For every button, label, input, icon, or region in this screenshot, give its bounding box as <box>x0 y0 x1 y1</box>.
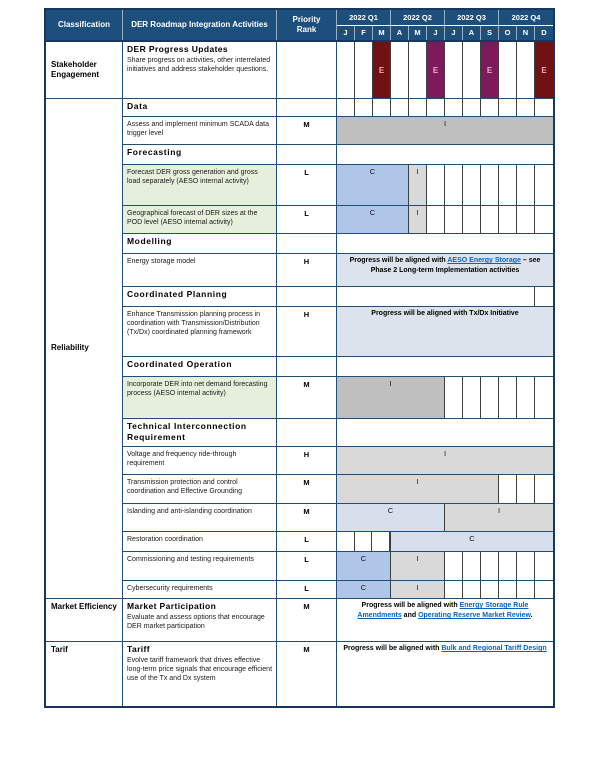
timeline-cell <box>337 377 553 418</box>
month-cell <box>373 99 391 116</box>
gantt-bar: I <box>337 117 553 144</box>
activity-title: Coordinated Planning <box>127 289 228 299</box>
timeline-cell <box>337 287 553 306</box>
gantt-bar: I <box>337 377 445 418</box>
activity-cell <box>123 532 277 551</box>
priority-cell: L <box>277 206 337 233</box>
priority-cell <box>277 99 337 116</box>
priority-cell: L <box>277 552 337 580</box>
month-cell <box>481 206 499 233</box>
classification-label: Market Efficiency <box>51 602 117 611</box>
hyperlink[interactable]: Bulk and Regional Tariff Design <box>441 645 547 652</box>
month-cell <box>355 532 373 551</box>
table-header <box>46 10 553 42</box>
month-cell <box>517 475 535 503</box>
month-header: J <box>337 26 355 41</box>
timeline-cell <box>337 581 553 598</box>
section-row <box>123 287 553 307</box>
timeline-cell <box>337 307 553 356</box>
classification-label: Tarif <box>51 645 68 654</box>
month-cell <box>463 206 481 233</box>
month-cell <box>355 99 373 116</box>
activity-description: Geographical forecast of DER sizes at the POD level (AESO internal activity) <box>127 210 258 227</box>
activity-description: Energy storage model <box>127 258 196 265</box>
activity-row <box>123 254 553 287</box>
timeline-cell <box>337 447 553 474</box>
activity-row <box>123 581 553 599</box>
month-cells-segment <box>337 99 553 116</box>
month-cell <box>445 552 463 580</box>
priority-cell: M <box>277 599 337 641</box>
section-row <box>123 145 553 165</box>
month-header: O <box>499 26 517 41</box>
activity-row <box>123 206 553 234</box>
month-cell <box>535 206 553 233</box>
activity-cell <box>123 642 277 706</box>
quarter-header: 2022 Q1 <box>337 10 391 25</box>
priority-cell: M <box>277 475 337 503</box>
activity-description: Voltage and frequency ride-through requirement <box>127 451 237 468</box>
quarter-header: 2022 Q4 <box>499 10 553 25</box>
month-cell <box>463 165 481 205</box>
activity-row <box>123 447 553 475</box>
month-cells-segment <box>499 475 553 503</box>
month-cell <box>481 165 499 205</box>
month-header: J <box>445 26 463 41</box>
section-row <box>123 234 553 254</box>
hyperlink[interactable]: Energy Storage Rule Amendments <box>357 602 529 620</box>
month-cell <box>427 206 445 233</box>
activity-title: Technical Interconnection Requirement <box>127 421 247 442</box>
activity-cell <box>123 287 277 306</box>
activity-row <box>123 532 553 552</box>
month-cell <box>391 99 409 116</box>
activity-cell <box>123 145 277 164</box>
activity-description: Share progress on activities, other interrelated initiatives and address stakeholder questions. <box>127 56 271 73</box>
month-cell <box>499 42 517 98</box>
month-cell <box>517 581 535 598</box>
priority-cell <box>277 357 337 376</box>
priority-cell <box>277 287 337 306</box>
gantt-bar: C <box>337 504 445 531</box>
priority-cell: M <box>277 117 337 144</box>
month-cells-segment <box>445 581 553 598</box>
month-cell <box>535 377 553 418</box>
month-cell <box>481 377 499 418</box>
priority-cell <box>277 145 337 164</box>
gantt-bar: C <box>337 206 409 233</box>
activity-cell <box>123 447 277 474</box>
activity-cell <box>123 307 277 356</box>
activity-cell <box>123 357 277 376</box>
month-cell <box>337 532 355 551</box>
month-cell <box>355 42 373 98</box>
gantt-bar: C <box>337 165 409 205</box>
gantt-bar <box>337 287 535 306</box>
month-cell <box>445 165 463 205</box>
gantt-bar <box>337 419 553 446</box>
gantt-bar: C <box>337 581 391 598</box>
classification-cell <box>46 42 123 99</box>
quarter-header: 2022 Q2 <box>391 10 445 25</box>
priority-cell: L <box>277 165 337 205</box>
activity-cell <box>123 377 277 418</box>
section-row <box>123 99 553 117</box>
activity-title: Tariff <box>127 644 151 654</box>
month-cell <box>481 99 499 116</box>
activity-title: DER Progress Updates <box>127 44 229 54</box>
activity-title: Coordinated Operation <box>127 359 233 369</box>
classification-column <box>46 42 123 706</box>
month-cell <box>463 552 481 580</box>
activity-cell <box>123 254 277 286</box>
gantt-bar: I <box>337 447 553 474</box>
classification-label: Reliability <box>51 343 89 353</box>
gantt-bar: I <box>391 552 445 580</box>
activity-row <box>123 307 553 357</box>
activity-title: Data <box>127 101 148 111</box>
activity-row <box>123 504 553 532</box>
gantt-bar: C <box>337 552 391 580</box>
month-cell <box>463 377 481 418</box>
activity-cell <box>123 165 277 205</box>
section-row <box>123 419 553 447</box>
note-text: Progress will be aligned with <box>361 602 460 609</box>
month-cells-segment <box>427 206 553 233</box>
month-cells-segment <box>337 532 391 551</box>
activity-cell <box>123 42 277 98</box>
month-header: D <box>535 26 553 41</box>
activity-title: Forecasting <box>127 147 182 157</box>
note-text: and <box>401 612 419 620</box>
section-row <box>123 357 553 377</box>
month-cell <box>499 377 517 418</box>
roadmap-table <box>44 8 555 708</box>
classification-cell <box>46 99 123 599</box>
month-cell <box>535 552 553 580</box>
note-text: . <box>530 612 533 620</box>
activity-row <box>123 117 553 145</box>
activity-cell <box>123 419 277 446</box>
priority-cell: M <box>277 642 337 706</box>
classification-cell <box>46 642 123 706</box>
month-cell <box>445 206 463 233</box>
month-cell <box>535 581 553 598</box>
month-cell <box>517 99 535 116</box>
activity-cell <box>123 475 277 503</box>
timeline-cell <box>337 42 553 98</box>
timeline-cell <box>337 475 553 503</box>
timeline-cell <box>337 145 553 164</box>
priority-cell: L <box>277 532 337 551</box>
priority-cell: H <box>277 447 337 474</box>
gantt-bar <box>337 234 553 253</box>
activity-description: Evolve tariff framework that drives effective long-term price signals that encourage efficient use of the Tx and Dx system <box>127 656 273 682</box>
activity-row <box>123 377 553 419</box>
month-cells-segment <box>535 287 553 306</box>
timeline-cell <box>337 419 553 446</box>
month-cell <box>427 99 445 116</box>
quarter-header: 2022 Q3 <box>445 10 499 25</box>
month-cell <box>517 206 535 233</box>
month-cell <box>427 165 445 205</box>
month-cell <box>463 42 481 98</box>
month-header: S <box>481 26 499 41</box>
note-text: – see Phase 2 Long-term Implementation activities <box>370 257 541 275</box>
activity-cell <box>123 581 277 598</box>
activity-description: Restoration coordination <box>127 536 203 543</box>
month-cells-segment <box>445 377 553 418</box>
priority-cell: H <box>277 307 337 356</box>
activity-row <box>123 552 553 581</box>
activity-description: Islanding and anti-islanding coordination <box>127 508 252 515</box>
activity-title: Market Participation <box>127 601 217 611</box>
activity-cell <box>123 206 277 233</box>
quarter-header-row <box>337 10 553 26</box>
month-header: J <box>427 26 445 41</box>
month-cell <box>445 377 463 418</box>
activity-row <box>123 165 553 206</box>
gantt-bar: I <box>409 206 427 233</box>
month-cell <box>391 42 409 98</box>
header-classification: Classification <box>46 10 123 40</box>
month-header: F <box>355 26 373 41</box>
timeline-note <box>337 254 553 286</box>
milestone-cell: E <box>427 42 445 98</box>
header-activities: DER Roadmap Integration Activities <box>123 10 277 40</box>
milestone-cell: E <box>481 42 499 98</box>
month-cell <box>337 42 355 98</box>
table-body <box>123 42 553 706</box>
milestone-cell: E <box>373 42 391 98</box>
priority-cell: H <box>277 254 337 286</box>
classification-label: Stakeholder Engagement <box>51 59 100 79</box>
header-priority-rank: Priority Rank <box>277 10 337 40</box>
priority-cell: L <box>277 581 337 598</box>
month-cell <box>517 552 535 580</box>
gantt-bar: I <box>409 165 427 205</box>
month-header-row <box>337 26 553 41</box>
timeline-cell <box>337 99 553 116</box>
classification-cell <box>46 599 123 642</box>
timeline-cell <box>337 599 553 641</box>
activity-row <box>123 642 553 706</box>
month-cell <box>463 99 481 116</box>
activity-description: Enhance Transmission planning process in coordination with Transmission/Distribution (Tx/Dx) coordinated planning framework <box>127 311 261 337</box>
month-header: A <box>391 26 409 41</box>
timeline-cell <box>337 532 553 551</box>
timeline-cell <box>337 117 553 144</box>
activity-description: Commissioning and testing requirements <box>127 556 254 563</box>
month-cell <box>409 99 427 116</box>
gantt-bar: I <box>337 475 499 503</box>
header-timeline <box>337 10 553 40</box>
month-header: N <box>517 26 535 41</box>
activity-cell <box>123 599 277 641</box>
month-cell <box>535 475 553 503</box>
activity-description: Forecast DER gross generation and gross load separately (AESO internal activity) <box>127 169 258 186</box>
month-cell <box>517 165 535 205</box>
month-cell <box>463 581 481 598</box>
timeline-cell <box>337 254 553 286</box>
month-header: M <box>409 26 427 41</box>
priority-cell: M <box>277 377 337 418</box>
priority-cell <box>277 42 337 98</box>
gantt-bar <box>337 145 553 164</box>
timeline-cell <box>337 206 553 233</box>
note-text: Progress will be aligned with <box>349 257 448 264</box>
month-cell <box>481 552 499 580</box>
gantt-bar: I <box>445 504 553 531</box>
month-cell <box>499 581 517 598</box>
month-cell <box>337 99 355 116</box>
activity-row <box>123 42 553 99</box>
month-cell <box>517 377 535 418</box>
timeline-cell <box>337 357 553 376</box>
activity-description: Transmission protection and control coordination and Effective Grounding <box>127 479 243 496</box>
activity-cell <box>123 99 277 116</box>
activity-description: Cybersecurity requirements <box>127 585 213 592</box>
timeline-cell <box>337 504 553 531</box>
activity-cell <box>123 552 277 580</box>
hyperlink[interactable]: Operating Reserve Market Review <box>418 612 531 620</box>
month-cells-segment <box>337 42 553 98</box>
timeline-cell <box>337 234 553 253</box>
gantt-bar: C <box>391 532 553 551</box>
milestone-cell: E <box>535 42 553 98</box>
timeline-cell <box>337 552 553 580</box>
timeline-note <box>337 307 553 356</box>
timeline-cell <box>337 165 553 205</box>
activity-cell <box>123 234 277 253</box>
month-cell <box>499 552 517 580</box>
activity-row <box>123 599 553 642</box>
activity-cell <box>123 504 277 531</box>
month-cells-segment <box>427 165 553 205</box>
gantt-bar: I <box>391 581 445 598</box>
activity-description: Assess and implement minimum SCADA data trigger level <box>127 121 269 138</box>
month-cell <box>409 42 427 98</box>
month-cell <box>499 206 517 233</box>
month-cell <box>445 42 463 98</box>
month-cell <box>499 99 517 116</box>
priority-cell <box>277 419 337 446</box>
month-header: A <box>463 26 481 41</box>
activity-title: Modelling <box>127 236 173 246</box>
month-cell <box>372 532 390 551</box>
month-cell <box>535 99 553 116</box>
note-text: Progress will be aligned with <box>343 645 442 652</box>
month-cell <box>445 99 463 116</box>
activity-description: Incorporate DER into net demand forecasting process (AESO internal activity) <box>127 381 268 398</box>
month-cell <box>535 165 553 205</box>
timeline-note <box>337 599 553 641</box>
priority-cell <box>277 234 337 253</box>
month-cell <box>517 42 535 98</box>
activity-description: Evaluate and assess options that encourage DER market participation <box>127 613 265 630</box>
hyperlink[interactable]: AESO Energy Storage <box>447 257 521 264</box>
month-cell <box>499 165 517 205</box>
priority-cell: M <box>277 504 337 531</box>
activity-row <box>123 475 553 504</box>
timeline-cell <box>337 642 553 706</box>
month-cell <box>535 287 553 306</box>
timeline-note <box>337 642 553 706</box>
gantt-bar <box>337 357 553 376</box>
month-cell <box>445 581 463 598</box>
month-cell <box>481 581 499 598</box>
month-cells-segment <box>445 552 553 580</box>
activity-cell <box>123 117 277 144</box>
note-text: Progress will be aligned with Tx/Dx Initiative <box>371 310 519 317</box>
month-header: M <box>373 26 391 41</box>
month-cell <box>499 475 517 503</box>
